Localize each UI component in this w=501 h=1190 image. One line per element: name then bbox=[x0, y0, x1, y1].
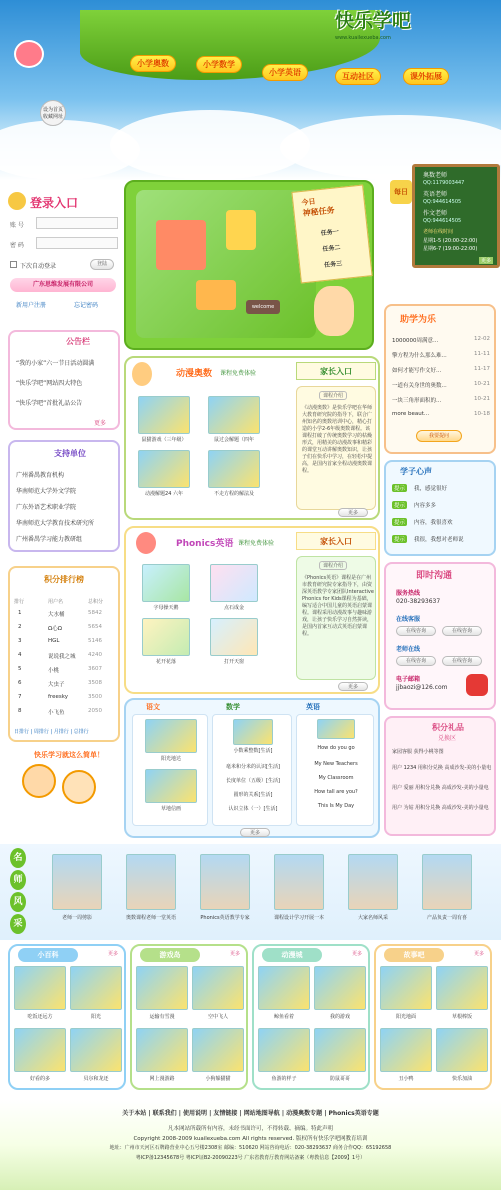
game-thumbnail[interactable] bbox=[192, 966, 244, 1010]
nav-community[interactable]: 互动社区 bbox=[335, 68, 381, 85]
game-more-link[interactable]: 更多 bbox=[107, 951, 118, 957]
footer-copyright: Copyright 2008-2009 kuailexueba.com All rights reserved. 版权所有快乐学吧网教育培训 bbox=[133, 1136, 368, 1142]
assist-date: 10-21 bbox=[474, 381, 490, 387]
game-thumbnail[interactable] bbox=[258, 1028, 310, 1072]
girl-icon bbox=[136, 532, 156, 554]
notice-item[interactable]: “我的小家”六一节日活动圆满 bbox=[16, 360, 95, 367]
notice-item[interactable]: “快乐学吧”网站四大特色 bbox=[16, 380, 83, 387]
game-section bbox=[8, 944, 126, 1090]
video-thumbnail[interactable] bbox=[138, 450, 190, 488]
game-section-title: 小百科 bbox=[18, 948, 78, 962]
teacher-photo[interactable] bbox=[52, 854, 102, 910]
assist-question[interactable]: 1000000周满意... bbox=[392, 338, 439, 344]
remember-checkbox[interactable] bbox=[10, 261, 17, 268]
support-item[interactable]: 广东外语艺术职业学院 bbox=[16, 504, 77, 511]
lesson-caption[interactable]: 毫米和分米的认识[生活] bbox=[226, 764, 280, 770]
rank-number: 6 bbox=[18, 680, 22, 686]
footer bbox=[0, 1100, 501, 1190]
chat-button[interactable]: 在线咨询 bbox=[442, 626, 482, 636]
game-caption[interactable]: 空中飞人 bbox=[207, 1014, 228, 1020]
ask-question-button[interactable]: 我要提问 bbox=[416, 430, 462, 442]
login-button[interactable]: 登陆 bbox=[90, 259, 114, 270]
game-caption[interactable]: 防鼠哥哥 bbox=[329, 1076, 350, 1082]
comment-tag: 提示 bbox=[394, 520, 406, 526]
lesson-caption[interactable]: 阳光地达 bbox=[160, 756, 181, 762]
lesson-thumbnail[interactable] bbox=[145, 769, 197, 803]
game-section-title: 故事吧 bbox=[384, 948, 444, 962]
assist-item[interactable] bbox=[392, 336, 490, 348]
teacher-photo[interactable] bbox=[274, 854, 324, 910]
lesson-caption[interactable]: How do you go bbox=[317, 745, 355, 751]
game-section bbox=[374, 944, 492, 1090]
video-thumbnail[interactable] bbox=[208, 450, 260, 488]
rank-number: 7 bbox=[18, 694, 22, 700]
game-thumbnail[interactable] bbox=[14, 966, 66, 1010]
intro-label: 课程介绍 bbox=[319, 391, 347, 400]
rank-score: 5842 bbox=[88, 610, 102, 616]
math-column bbox=[212, 714, 292, 826]
teacher-photo[interactable] bbox=[422, 854, 472, 910]
assist-box bbox=[384, 304, 496, 454]
tab-week[interactable]: 周排行 bbox=[33, 729, 49, 735]
students-title: 学子心声 bbox=[400, 467, 432, 476]
ranking-box bbox=[8, 566, 120, 742]
chat-button[interactable]: 在线咨询 bbox=[396, 656, 436, 666]
teacher-caption[interactable]: 课程设计学习开展一本 bbox=[273, 915, 324, 921]
game-caption[interactable]: 鱼游的样子 bbox=[271, 1076, 297, 1082]
parents-entrance[interactable]: 家长入口 bbox=[296, 532, 376, 550]
game-thumbnail[interactable] bbox=[314, 1028, 366, 1072]
assist-item[interactable] bbox=[392, 381, 490, 393]
game-section-title: 游戏岛 bbox=[140, 948, 200, 962]
teacher-caption[interactable]: Phonics英语教学专家 bbox=[200, 915, 250, 921]
teacher-more-link[interactable]: 更多 bbox=[481, 258, 492, 264]
footer-links[interactable]: 关于本站 | 联系我们 | 使用说明 | 友情链接 | 网站地图导航 | 动漫奥数专题 | Phonics英语专题 bbox=[122, 1110, 379, 1117]
chinese-title: 语文 bbox=[146, 703, 160, 711]
rank-number: 5 bbox=[18, 666, 22, 672]
login-title: 登录入口 bbox=[30, 196, 79, 210]
rank-score: 3508 bbox=[88, 680, 102, 686]
teacher-board bbox=[412, 164, 500, 268]
olympiad-intro-text: 《动漫奥数》是快乐学吧在华师大教育研究院的指导下，联合广州知名的奥数培训中心，精心打造的小学2-6年级奥数课程。该课程打破了传统奥数学习的枯燥形式，用精美的动漫故事和精彩的课堂互动讲解奥数知识，让孩子们在快乐中学习，在轻松中提高，是国内首家全程动漫奥数课程。 bbox=[302, 405, 373, 474]
rank-user[interactable]: 小飞鱼 bbox=[48, 710, 65, 716]
task-map[interactable] bbox=[124, 180, 374, 350]
rank-user[interactable]: 大水桶 bbox=[48, 612, 65, 618]
math-title: 数学 bbox=[226, 703, 240, 711]
olympiad-panel bbox=[124, 356, 380, 520]
ranking-row bbox=[14, 610, 118, 622]
online-service-label: 在线客服 bbox=[396, 616, 421, 623]
nav-extension[interactable]: 课外拓展 bbox=[403, 68, 449, 85]
gift-item[interactable]: 用户 爱丽 用积分兑换 高成沙发-美的小量电 bbox=[392, 785, 489, 791]
game-caption[interactable]: 小狗躲猫猫 bbox=[205, 1076, 231, 1082]
teacher-name: 英语老师 bbox=[423, 191, 448, 198]
castle-icon bbox=[156, 220, 206, 270]
game-section bbox=[252, 944, 370, 1090]
teachers-row-title bbox=[10, 848, 26, 934]
game-thumbnail[interactable] bbox=[70, 966, 122, 1010]
lesson-thumbnail[interactable] bbox=[317, 719, 355, 739]
teacher-online-label: 老师在线 bbox=[396, 646, 421, 653]
lesson-caption[interactable]: My Classroom bbox=[318, 775, 354, 781]
rank-score: 5146 bbox=[88, 638, 102, 644]
phonics-title: Phonics英语 bbox=[176, 539, 234, 549]
login-avatar-icon bbox=[8, 192, 26, 210]
gift-item[interactable]: 用户 1234 用积分兑换 高成沙发-美的小量电 bbox=[392, 765, 492, 771]
daily-badge: 每日 bbox=[390, 180, 412, 204]
ranking-row bbox=[14, 638, 118, 650]
consult-title: 即时沟通 bbox=[416, 571, 453, 581]
game-caption[interactable]: 贝尔和龙还 bbox=[83, 1076, 109, 1082]
password-label: 密 码 bbox=[10, 242, 24, 249]
rank-col-header: 排行 bbox=[14, 599, 25, 605]
map-illustration bbox=[136, 190, 316, 338]
gift-item[interactable]: 用户 为姑 用积分兑换 高成沙发-美的小量电 bbox=[392, 805, 489, 811]
video-caption[interactable]: 花开花落 bbox=[155, 659, 176, 665]
ranking-row bbox=[14, 694, 118, 706]
comment-text: 我很，我想对老师说 bbox=[414, 537, 464, 543]
set-homepage-label: 设为首页 bbox=[42, 107, 63, 113]
rank-number: 2 bbox=[18, 624, 22, 630]
game-thumbnail[interactable] bbox=[70, 1028, 122, 1072]
score-col-header: 总积分 bbox=[88, 599, 104, 605]
game-caption[interactable]: 好看的多 bbox=[29, 1076, 50, 1082]
kid-mascot-icon bbox=[62, 770, 96, 804]
lesson-caption[interactable]: This Is My Day bbox=[317, 803, 355, 809]
nav-english[interactable]: 小学英语 bbox=[262, 64, 308, 81]
olympiad-more-button[interactable]: 更多 bbox=[338, 508, 368, 517]
lesson-thumbnail[interactable] bbox=[145, 719, 197, 753]
game-thumbnail[interactable] bbox=[314, 966, 366, 1010]
remember-label: 下次自动登录 bbox=[20, 263, 57, 270]
rank-score: 5654 bbox=[88, 624, 102, 630]
lesson-caption[interactable]: 小数乘整数[生活] bbox=[233, 748, 273, 754]
game-caption[interactable]: 快乐加油 bbox=[451, 1076, 472, 1082]
welcome-sign: welcome bbox=[246, 300, 280, 314]
tab-total[interactable]: 总排行 bbox=[73, 729, 89, 735]
support-item[interactable]: 华南师范大学外文学院 bbox=[16, 488, 77, 495]
intro-label: 课程介绍 bbox=[319, 561, 347, 570]
gifts-subtitle: 兑换区 bbox=[438, 735, 457, 742]
video-caption[interactable]: 打开天窗 bbox=[223, 659, 244, 665]
task-item[interactable]: 任务二 bbox=[322, 244, 341, 254]
company-banner[interactable]: 广东思维发展有限公司 bbox=[10, 278, 116, 292]
gifts-box bbox=[384, 716, 496, 836]
footer-icp: 粤ICP备12345678号 粤ICP证B2-20090223号 广东省教育厅教育网站备案（粤教信息【2009】1号） bbox=[135, 1155, 366, 1161]
video-caption[interactable]: 动漫解题24 六年 bbox=[145, 491, 183, 497]
phonics-intro-text: 《Phonics英语》课程是在广州市教育研究院专家指导下，由资深英语教学专家团队Interactive Phonics for Kids课程为基础，编写适合中国儿童的英语启蒙课程。课程采用动漫故事与趣味游戏，让孩子快乐学习自然拼读，是国内首家互动式英语启蒙课程。 bbox=[302, 575, 374, 637]
teacher-photo[interactable] bbox=[348, 854, 398, 910]
video-thumbnail[interactable] bbox=[210, 564, 258, 602]
game-thumbnail[interactable] bbox=[192, 1028, 244, 1072]
task-title-today: 今日 bbox=[301, 197, 316, 207]
ranking-row bbox=[14, 652, 118, 664]
chat-button[interactable]: 在线咨询 bbox=[396, 626, 436, 636]
game-caption[interactable]: 阳光地面 bbox=[395, 1014, 416, 1020]
comment-text: 我，感觉很好 bbox=[414, 486, 448, 492]
assist-question[interactable]: 一块三角形面积的... bbox=[392, 398, 442, 404]
ranking-row bbox=[14, 624, 118, 636]
lesson-thumbnail[interactable] bbox=[233, 719, 273, 745]
lesson-caption[interactable]: 草地信画 bbox=[160, 806, 181, 812]
student-comment[interactable] bbox=[392, 501, 490, 513]
assist-item[interactable] bbox=[392, 366, 490, 378]
olympiad-title: 动漫奥数 bbox=[176, 369, 213, 379]
login-box bbox=[8, 190, 120, 318]
monkey-icon bbox=[132, 362, 152, 386]
assist-title: 助学为乐 bbox=[400, 315, 437, 325]
game-caption[interactable]: 鲸鱼看着 bbox=[273, 1014, 294, 1020]
set-homepage-button[interactable] bbox=[40, 100, 66, 126]
lesson-caption[interactable]: 圆形的关系[生活] bbox=[233, 792, 273, 798]
rank-number: 8 bbox=[18, 708, 22, 714]
english-title: 英语 bbox=[306, 703, 320, 711]
game-caption[interactable]: 网上漫游路 bbox=[149, 1076, 175, 1082]
support-box bbox=[8, 440, 120, 552]
comment-tag: 提示 bbox=[394, 503, 406, 509]
olympiad-intro-box bbox=[296, 386, 376, 510]
teacher-caption[interactable]: 产品负责一周有喜 bbox=[426, 915, 467, 921]
lesson-caption[interactable]: My New Teachers bbox=[314, 761, 358, 767]
tab-day[interactable]: 日排行 bbox=[14, 729, 30, 735]
game-caption[interactable]: 我的游戏 bbox=[329, 1014, 350, 1020]
password-input[interactable] bbox=[36, 237, 118, 249]
ranking-tabs: 日排行 | 周排行 | 月排行 | 总排行 bbox=[14, 729, 89, 735]
chinese-column bbox=[132, 714, 208, 826]
comment-tag: 提示 bbox=[394, 486, 406, 492]
game-thumbnail[interactable] bbox=[136, 966, 188, 1010]
telephone-icon bbox=[466, 674, 488, 696]
student-comment[interactable] bbox=[392, 484, 490, 496]
parents-entrance[interactable]: 家长入口 bbox=[296, 362, 376, 380]
video-thumbnail[interactable] bbox=[142, 564, 190, 602]
game-caption[interactable]: 丑小鸭 bbox=[398, 1076, 414, 1082]
rank-user[interactable]: 说说我之城 bbox=[48, 654, 76, 660]
ranking-row bbox=[14, 666, 118, 678]
olympiad-subtitle: 课程免费体验 bbox=[220, 370, 257, 377]
assist-question[interactable]: 擎方程为什么那么难... bbox=[392, 353, 447, 359]
rank-score: 3500 bbox=[88, 694, 102, 700]
student-comment[interactable] bbox=[392, 535, 490, 547]
nav-math[interactable]: 小学数学 bbox=[196, 56, 242, 73]
video-caption[interactable]: 鼠猫游戏（三年级） bbox=[141, 437, 187, 443]
title-char: 师 bbox=[10, 870, 26, 890]
task-item[interactable]: 任务一 bbox=[320, 228, 340, 238]
logo-text: 快乐学吧 bbox=[335, 10, 412, 32]
rank-score: 3607 bbox=[88, 666, 102, 672]
hotline-label: 服务热线 bbox=[396, 590, 421, 597]
subjects-more-button[interactable]: 更多 bbox=[240, 828, 270, 837]
site-logo[interactable] bbox=[335, 6, 430, 46]
game-thumbnail[interactable] bbox=[436, 966, 488, 1010]
assist-question[interactable]: 如何才能写作文好... bbox=[392, 368, 442, 374]
game-more-link[interactable]: 更多 bbox=[473, 951, 484, 957]
kid-mascot-icon bbox=[22, 764, 56, 798]
games-row bbox=[0, 944, 501, 1094]
task-card bbox=[291, 184, 372, 283]
video-thumbnail[interactable] bbox=[208, 396, 260, 434]
game-thumbnail[interactable] bbox=[436, 1028, 488, 1072]
notice-item[interactable]: “快乐学吧”首批礼品公告 bbox=[16, 400, 83, 407]
hours-weekday: 星期1-5 (20:00-22:00) bbox=[423, 238, 478, 244]
title-char: 名 bbox=[10, 848, 26, 868]
account-input[interactable] bbox=[36, 217, 118, 229]
video-thumbnail[interactable] bbox=[210, 618, 258, 656]
students-box bbox=[384, 460, 496, 556]
footer-address: 地址：广州市天河区石牌路营业中心五号楼2308室 邮编：510620 网站咨询电话：020-38293637 商务合作QQ：65192658 bbox=[109, 1145, 392, 1151]
phonics-subtitle: 课程免费体验 bbox=[238, 540, 275, 547]
game-more-link[interactable]: 更多 bbox=[351, 951, 362, 957]
game-thumbnail[interactable] bbox=[380, 1028, 432, 1072]
teacher-photo[interactable] bbox=[200, 854, 250, 910]
logo-url: www.kuailexueba.com bbox=[335, 35, 391, 41]
ranking-row bbox=[14, 680, 118, 692]
notice-more-link[interactable]: 更多 bbox=[94, 420, 107, 427]
register-link[interactable]: 新用户注册 bbox=[16, 302, 47, 309]
comment-text: 内容，我很喜欢 bbox=[414, 520, 453, 526]
title-char: 采 bbox=[10, 914, 26, 934]
rank-number: 4 bbox=[18, 652, 22, 658]
game-thumbnail[interactable] bbox=[136, 1028, 188, 1072]
assist-date: 11-11 bbox=[474, 351, 490, 357]
teacher-photo[interactable] bbox=[126, 854, 176, 910]
game-section-title: 动漫城 bbox=[262, 948, 322, 962]
gifts-title: 积分礼品 bbox=[432, 723, 464, 732]
rank-score: 2050 bbox=[88, 708, 102, 714]
teachers-row bbox=[0, 844, 501, 940]
title-char: 风 bbox=[10, 892, 26, 912]
account-label: 账 号 bbox=[10, 222, 24, 229]
chat-button[interactable]: 在线咨询 bbox=[442, 656, 482, 666]
user-col-header: 用户名 bbox=[48, 599, 64, 605]
rank-user[interactable]: 大虫子 bbox=[48, 682, 65, 688]
student-comment[interactable] bbox=[392, 518, 490, 530]
assist-item[interactable] bbox=[392, 396, 490, 408]
hotline-number: 020-38293637 bbox=[396, 598, 441, 605]
video-caption[interactable]: 点石成金 bbox=[223, 605, 244, 611]
nav-olympiad[interactable]: 小学奥数 bbox=[130, 55, 176, 72]
rank-user[interactable]: 小桃 bbox=[48, 668, 60, 674]
video-caption[interactable]: 字母操天鹅 bbox=[153, 605, 179, 611]
game-caption[interactable]: 草根棒饭 bbox=[451, 1014, 472, 1020]
rank-number: 1 bbox=[18, 610, 22, 616]
game-thumbnail[interactable] bbox=[14, 1028, 66, 1072]
teacher-caption[interactable]: 老师一周剪影 bbox=[61, 915, 92, 921]
assist-question[interactable]: more beaut... bbox=[392, 411, 430, 417]
ranking-row bbox=[14, 708, 118, 720]
support-title: 支持单位 bbox=[54, 449, 86, 458]
task-title: 神秘任务 bbox=[302, 205, 335, 218]
comment-text: 内容多多 bbox=[414, 503, 437, 509]
assist-date: 12-02 bbox=[474, 336, 490, 342]
teacher-name: 奥数老师 bbox=[423, 172, 448, 179]
task-item[interactable]: 任务三 bbox=[323, 260, 343, 269]
tab-month[interactable]: 月排行 bbox=[53, 729, 69, 735]
assist-date: 10-18 bbox=[474, 411, 490, 417]
email-label: 电子邮箱 bbox=[396, 676, 421, 683]
lesson-caption[interactable]: How tall are you? bbox=[314, 789, 358, 795]
video-caption[interactable]: 不走方程的解法及 bbox=[213, 491, 254, 497]
assist-item[interactable] bbox=[392, 351, 490, 363]
phonics-panel bbox=[124, 526, 380, 694]
notice-board bbox=[8, 330, 120, 430]
rank-user[interactable]: Ω心Ω bbox=[48, 626, 62, 632]
cartoon-kid-icon bbox=[314, 286, 354, 336]
ranking-title: 积分排行榜 bbox=[44, 575, 84, 584]
game-caption[interactable]: 运输有雪漫 bbox=[149, 1014, 175, 1020]
teacher-qq[interactable]: QQ:1179003447 bbox=[423, 180, 465, 186]
mascot-text: 快乐学习就这么简单！ bbox=[34, 751, 104, 759]
ranking-header bbox=[14, 598, 118, 608]
english-column bbox=[296, 714, 374, 826]
video-thumbnail[interactable] bbox=[138, 396, 190, 434]
rank-user[interactable]: HGL bbox=[48, 638, 60, 644]
rank-user[interactable]: freesky bbox=[48, 694, 68, 700]
assist-item[interactable] bbox=[392, 411, 490, 423]
hut-icon bbox=[196, 280, 236, 310]
assist-date: 11-17 bbox=[474, 366, 490, 372]
phonics-more-button[interactable]: 更多 bbox=[338, 682, 368, 691]
bookmark-label: 收藏网址 bbox=[42, 114, 63, 120]
mascot-banner bbox=[12, 750, 112, 820]
teacher-caption[interactable]: 大家名师风采 bbox=[357, 915, 388, 921]
game-caption[interactable]: 阳光 bbox=[90, 1014, 101, 1020]
game-section bbox=[130, 944, 248, 1090]
support-item[interactable]: 广州番禺学习能力教研组 bbox=[16, 536, 83, 543]
teacher-qq[interactable]: QQ:944614505 bbox=[423, 218, 462, 224]
consult-box bbox=[384, 562, 496, 710]
footer-notice: 凡本网站所载所有内容，未经书面许可，不得转载、摘编。特此声明 bbox=[167, 1126, 333, 1132]
rank-score: 4240 bbox=[88, 652, 102, 658]
hours-weekend: 星期6-7 (19:00-22:00) bbox=[423, 246, 478, 252]
phonics-intro-box bbox=[296, 556, 376, 680]
assist-date: 10-21 bbox=[474, 396, 490, 402]
hours-title: 老师在线时间 bbox=[423, 229, 454, 235]
support-item[interactable]: 广州番禺教育机构 bbox=[16, 472, 65, 479]
video-caption[interactable]: 鼠过会解题（四年 bbox=[213, 437, 254, 443]
subjects-panel bbox=[124, 698, 380, 838]
helicopter-icon bbox=[14, 40, 44, 68]
notice-title: 公告栏 bbox=[66, 337, 90, 346]
house-icon bbox=[226, 210, 256, 250]
support-item[interactable]: 华南师范大学教育技术研究所 bbox=[16, 520, 95, 527]
game-thumbnail[interactable] bbox=[258, 966, 310, 1010]
rank-number: 3 bbox=[18, 638, 22, 644]
video-thumbnail[interactable] bbox=[142, 618, 190, 656]
assist-question[interactable]: 一道有关身世的奥数... bbox=[392, 383, 447, 389]
header-banner bbox=[0, 0, 501, 180]
comment-tag: 提示 bbox=[394, 537, 406, 543]
email-address[interactable]: jjbaozi@126.com bbox=[396, 684, 448, 691]
lesson-caption[interactable]: 长度单位（五级）[生活] bbox=[226, 778, 280, 784]
game-more-link[interactable]: 更多 bbox=[229, 951, 240, 957]
forgot-password-link[interactable]: 忘记密码 bbox=[74, 302, 99, 309]
teacher-caption[interactable]: 奥数课程老师一堂英语 bbox=[125, 915, 176, 921]
teacher-qq[interactable]: QQ:944614505 bbox=[423, 199, 462, 205]
lesson-caption[interactable]: 认识立体（一）[生活] bbox=[228, 806, 278, 812]
teacher-name: 作文老师 bbox=[423, 210, 448, 217]
gift-item[interactable]: 家园客服 获得小桃等图 bbox=[392, 749, 444, 755]
game-thumbnail[interactable] bbox=[380, 966, 432, 1010]
game-caption[interactable]: 吃饭还远方 bbox=[27, 1014, 53, 1020]
